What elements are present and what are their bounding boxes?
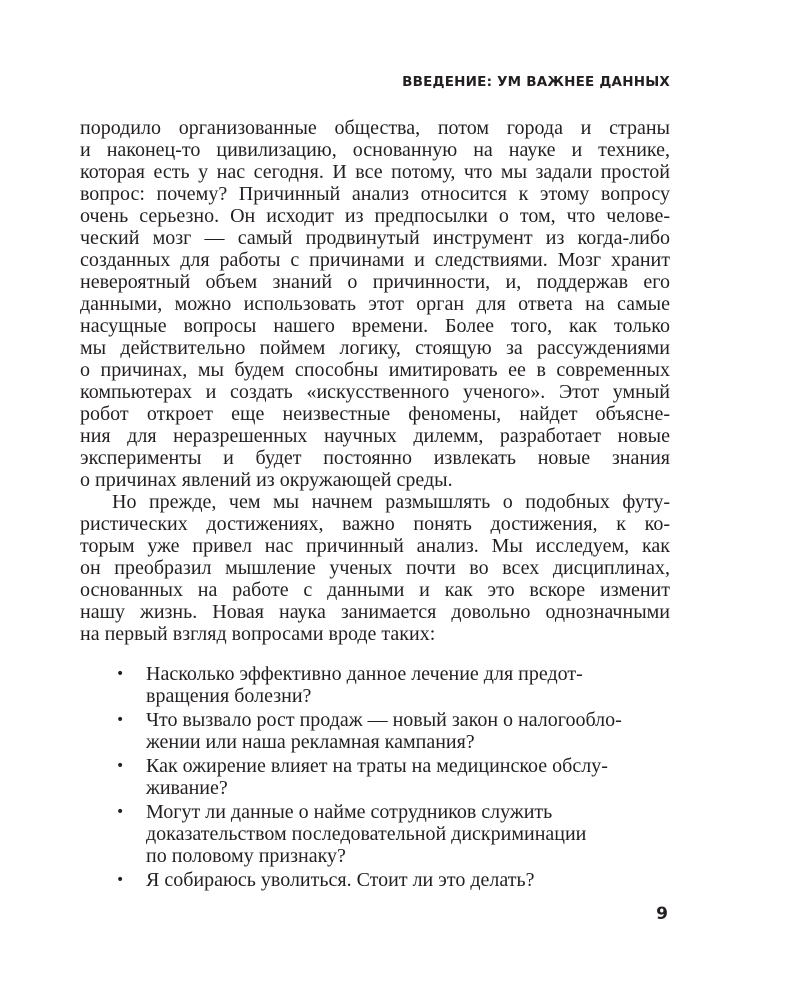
bullet-icon: • [116,804,125,820]
list-item-line: Я собираюсь уволиться. Стоит ли это делать? [146,869,535,891]
text-line: созданных для работы с причинами и следствиями. Мозг хранит [80,249,670,271]
list-item [80,801,670,867]
list-item-line: жении или наша рекламная кампания? [146,731,475,753]
body-text [80,117,670,645]
list-item-line: Насколько эффективно данное лечение для предот- [146,663,583,685]
paragraph-1 [80,117,670,491]
list-item-line: Могут ли данные о найме сотрудников служить [146,801,553,823]
text-line: он преобразил мышление ученых почти во всех дисциплинах, [80,557,670,579]
bullet-icon: • [116,712,125,728]
list-item-line: Что вызвало рост продаж — новый закон о налогообло- [146,709,622,731]
running-header: ВВЕДЕНИЕ: УМ ВАЖНЕЕ ДАННЫХ [402,74,670,90]
text-line: нашу жизнь. Новая наука занимается довольно однозначными [80,601,670,623]
question-list [80,663,670,893]
text-line: компьютерах и создать «искусственного ученого». Этот умный [80,381,670,403]
text-line: мы действительно поймем логику, стоящую за рассуждениями [80,337,670,359]
list-item [80,869,670,891]
text-line: о причинах явлений из окружающей среды. [80,469,453,491]
text-line: ристических достижениях, важно понять достижения, к ко- [80,513,670,535]
page-number: 9 [656,904,668,924]
list-item [80,755,670,799]
text-line: и наконец-то цивилизацию, основанную на науке и технике, [80,139,670,161]
list-item-line: вращения болезни? [146,685,312,707]
text-line: основанных на работе с данными и как это вскоре изменит [80,579,670,601]
text-line: насущные вопросы нашего времени. Более того, как только [80,315,670,337]
text-line: эксперименты и будет постоянно извлекать новые знания [80,447,670,469]
text-line: очень серьезно. Он исходит из предпосылки о том, что челове- [80,205,670,227]
text-line: вопрос: почему? Причинный анализ относится к этому вопросу [80,183,670,205]
list-item-line: живание? [146,777,228,799]
text-line: породило организованные общества, потом города и страны [80,117,670,139]
text-line: ческий мозг — самый продвинутый инструмент из когда-либо [80,227,670,249]
text-line: торым уже привел нас причинный анализ. Мы исследуем, как [80,535,670,557]
list-item-line: доказательством последовательной дискриминации [146,823,587,845]
bullet-icon: • [116,666,125,682]
text-line: невероятный объем знаний о причинности, и, поддержав его [80,271,670,293]
text-line: ния для неразрешенных научных дилемм, разработает новые [80,425,670,447]
bullet-icon: • [116,872,125,888]
text-line: о причинах, мы будем способны имитировать ее в современных [80,359,670,381]
list-item-line: по половому признаку? [146,845,346,867]
text-line: которая есть у нас сегодня. И все потому, что мы задали простой [80,161,670,183]
bullet-icon: • [116,758,125,774]
text-line: робот откроет еще неизвестные феномены, найдет объясне- [80,403,670,425]
text-line: Но прежде, чем мы начнем размышлять о подобных футу- [112,491,670,513]
text-line: данными, можно использовать этот орган для ответа на самые [80,293,670,315]
text-line: на первый взгляд вопросами вроде таких: [80,623,436,645]
paragraph-2 [80,491,670,645]
list-item-line: Как ожирение влияет на траты на медицинское обслу- [146,755,608,777]
list-item [80,663,670,707]
list-item [80,709,670,753]
